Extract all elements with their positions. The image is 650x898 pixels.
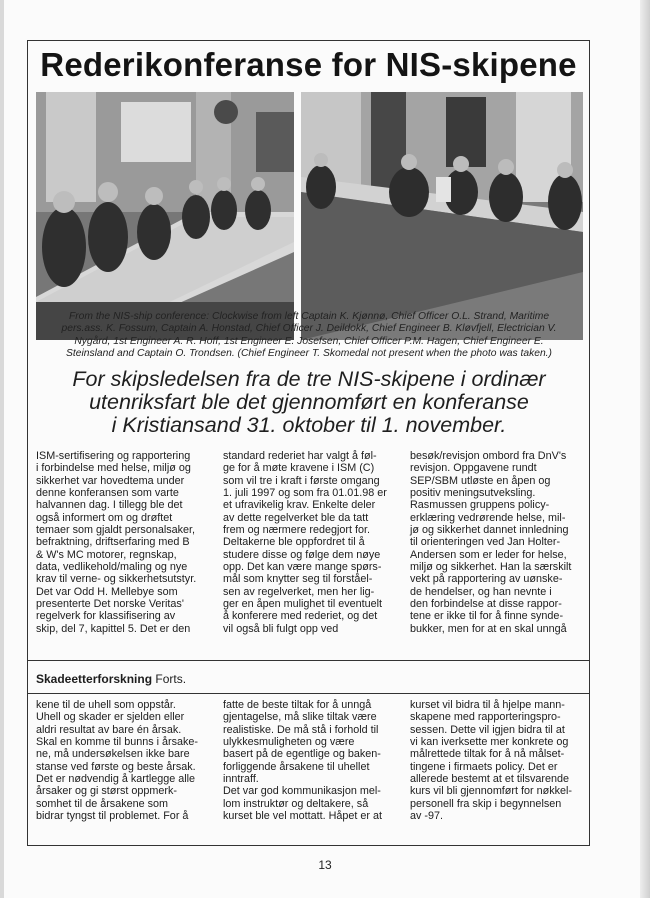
text-line: stanse ved første og beste årsak. — [36, 760, 196, 773]
text-line: vekt på rapportering av uønske- — [410, 573, 563, 586]
text-line: ne, må undersøkelsen ikke bare — [36, 748, 190, 761]
text-line: vil også bli fulgt opp ved — [223, 622, 339, 635]
text-line: & W's MC motorer, regnskap, — [36, 548, 177, 561]
text-line: Skal en komme til bunns i årsake- — [36, 736, 199, 749]
text-line: til orienteringen ved Jan Holter- — [410, 536, 561, 549]
text-line: av dette regelverket ble da tatt — [223, 511, 369, 524]
text-line: Uhell og skader er sjelden eller — [36, 711, 185, 724]
text-line: presenterte Det norske Veritas' — [36, 598, 184, 611]
text-line: gjentagelse, må slike tiltak være — [223, 711, 377, 724]
text-line: Deltakerne ble oppfordret til å — [223, 536, 365, 549]
text-line: årsaker og gi størst oppmerk- — [36, 785, 178, 798]
text-line: kurs vil bli gjennomført for nøkkel- — [410, 785, 572, 798]
article-column-3 — [410, 450, 582, 635]
text-line: tene er ikke til for å finne synde- — [410, 610, 564, 623]
text-line: bukker, men for at en skal unngå — [410, 622, 567, 635]
text-line: vi kan iverksette mer konkrete og — [410, 736, 569, 749]
text-line: miljø og sikkerhet. Han la særskilt — [410, 561, 572, 574]
text-line: kene til de uhell som oppstår. — [36, 699, 176, 711]
text-line: tingene i firmaets policy. Det er — [410, 760, 558, 773]
text-line: forliggende årsakene til uhellet — [223, 760, 370, 773]
text-line: positiv meningsutveksling. — [410, 487, 536, 500]
caption-line: From the NIS-ship conference: Clockwise from left Captain K. Kjønnø, Chief Officer O.L. Strand, Maritime — [68, 311, 550, 322]
text-line: ulykkesmuligheten og være — [223, 736, 355, 749]
photo-caption — [36, 311, 582, 360]
text-line: mål som knytter seg til forståel- — [223, 573, 373, 586]
text-line: denne konferansen som varte — [36, 487, 179, 500]
text-line: Rasmussen gruppens policy- — [410, 499, 550, 512]
text-line: kurset ble vel mottatt. Håpet er at — [223, 810, 383, 823]
text-line: 1. juli 1997 og som fra 01.01.98 er — [223, 487, 387, 500]
text-line: erklæring vedrørende helse, mil- — [410, 511, 566, 524]
text-line: Det er nødvendig å kartlegge alle — [36, 773, 196, 786]
text-line: regelverk for klassifisering av — [36, 610, 176, 623]
text-line: somhet til de årsakene som — [36, 797, 169, 810]
text-line: personell fra skip i begynnelsen — [410, 797, 562, 810]
text-line: sessen. Dette vil igjen bidra til at — [410, 723, 565, 736]
text-line: de hendelser, og han nevnte i — [410, 585, 552, 598]
continuation-title-rest: Forts. — [152, 672, 187, 686]
text-line: opp. Det kan være mange spørs- — [223, 561, 382, 574]
text-line: også informert om og drøftet — [36, 511, 173, 524]
page-edge-right — [640, 0, 650, 898]
text-line: fatte de beste tiltak for å unngå — [223, 699, 372, 711]
text-line: studere disse og følge dem nøye — [223, 548, 381, 561]
text-line: data, vedlikehold/maling og nye — [36, 561, 188, 574]
text-line: kurset vil bidra til å hjelpe mann- — [410, 699, 565, 711]
conference-photo-left — [36, 92, 294, 340]
text-line: jø og sikkerhet dannet innledning — [410, 524, 569, 537]
text-line: temaer som gjaldt personalsaker, — [36, 524, 196, 537]
continuation-title — [36, 672, 186, 686]
text-line: Det var god kommunikasjon mel- — [223, 785, 381, 798]
text-line: et ufravikelig krav. Enkelte deler — [223, 499, 376, 512]
text-line: bidrar tyngst til problemet. For å — [36, 810, 189, 823]
article-frame — [27, 40, 590, 661]
article-headline: Rederikonferanse for NIS-skipene — [40, 46, 577, 83]
text-line: frem og nærmere redegjort for. — [223, 524, 371, 537]
text-line: basert på de egentlige og baken- — [223, 748, 381, 761]
text-line: befraktning, driftserfaring med B — [36, 536, 190, 549]
continuation-column-3 — [410, 699, 582, 822]
text-line: halvannen dag. I tillegg ble det — [36, 499, 183, 512]
caption-line: Steinsland and Captain O. Trondsen. (Chief Engineer T. Skomedal not present when the photo was taken.) — [66, 347, 552, 359]
text-line: sikkerhet var hovedtema under — [36, 474, 185, 487]
text-line: aldri resultat av bare én årsak. — [36, 723, 182, 736]
continuation-column-2 — [223, 699, 395, 822]
text-line: av -97. — [410, 810, 444, 823]
caption-line: Nygård, 1st Engineer A. R. Hoff, 1st Engineer E. Josefsen, Chief Officer P.M. Hagen, Chief Engineer E. — [74, 335, 544, 347]
continuation-box — [27, 660, 590, 846]
lead-line: For skipsledelsen fra de tre NIS-skipene i ordinær — [72, 367, 546, 391]
text-line: den forbindelse at disse rappor- — [410, 598, 562, 611]
page-number: 13 — [318, 858, 332, 872]
text-line: Det var Odd H. Mellebye som — [36, 585, 178, 598]
continuation-title-bold: Skadeetterforskning — [36, 672, 153, 686]
text-line: som vil tre i kraft i første omgang — [223, 474, 380, 487]
text-line: målrettede tiltak for å nå målset- — [410, 748, 565, 761]
text-line: revisjon. Oppgavene rundt — [410, 462, 537, 475]
text-line: sen av regelverket, men her lig- — [223, 585, 375, 598]
text-line: skapene med rapporteringspro- — [410, 711, 561, 724]
divider — [28, 693, 589, 694]
text-line: ger en åpen mulighet til eventuelt — [223, 598, 383, 611]
text-line: realistiske. De må stå i forhold til — [223, 723, 379, 736]
page-edge-left — [0, 0, 4, 898]
caption-line: pers.ass. K. Fossum, Captain A. Honstad, Chief Officer J. Deildokk, Chief Engineer B. Kløvfjell, Electrician V. — [61, 323, 557, 335]
text-line: besøk/revisjon ombord fra DnV's — [410, 450, 567, 462]
text-line: skip, del 7, kapittel 5. Det er den — [36, 622, 191, 635]
text-line: å konferere med rederiet, og det — [223, 610, 378, 623]
article-column-1 — [36, 450, 208, 635]
conference-photo-right — [301, 92, 583, 340]
text-line: Andersen som er leder for helse, — [410, 548, 567, 561]
lead-line: i Kristiansand 31. oktober til 1. november. — [111, 413, 507, 437]
article-column-2 — [223, 450, 395, 635]
text-line: i forbindelse med helse, miljø og — [36, 462, 191, 475]
text-line: ISM-sertifisering og rapportering — [36, 450, 191, 462]
text-line: allerede bestemt at et tilsvarende — [410, 773, 570, 786]
text-line: ge for å møte kravene i ISM (C) — [223, 462, 375, 475]
text-line: SEP/SBM utløste en åpen og — [410, 474, 551, 487]
text-line: krav til verne- og sikkerhetsutstyr. — [36, 573, 197, 586]
lead-line: utenriksfart ble det gjennomført en konferanse — [89, 390, 529, 414]
lead-paragraph — [36, 368, 582, 437]
text-line: inntraff. — [223, 773, 259, 786]
text-line: lom instruktør og deltakere, så — [223, 797, 369, 810]
text-line: standard rederiet har valgt å føl- — [223, 450, 377, 462]
continuation-column-1 — [36, 699, 208, 822]
